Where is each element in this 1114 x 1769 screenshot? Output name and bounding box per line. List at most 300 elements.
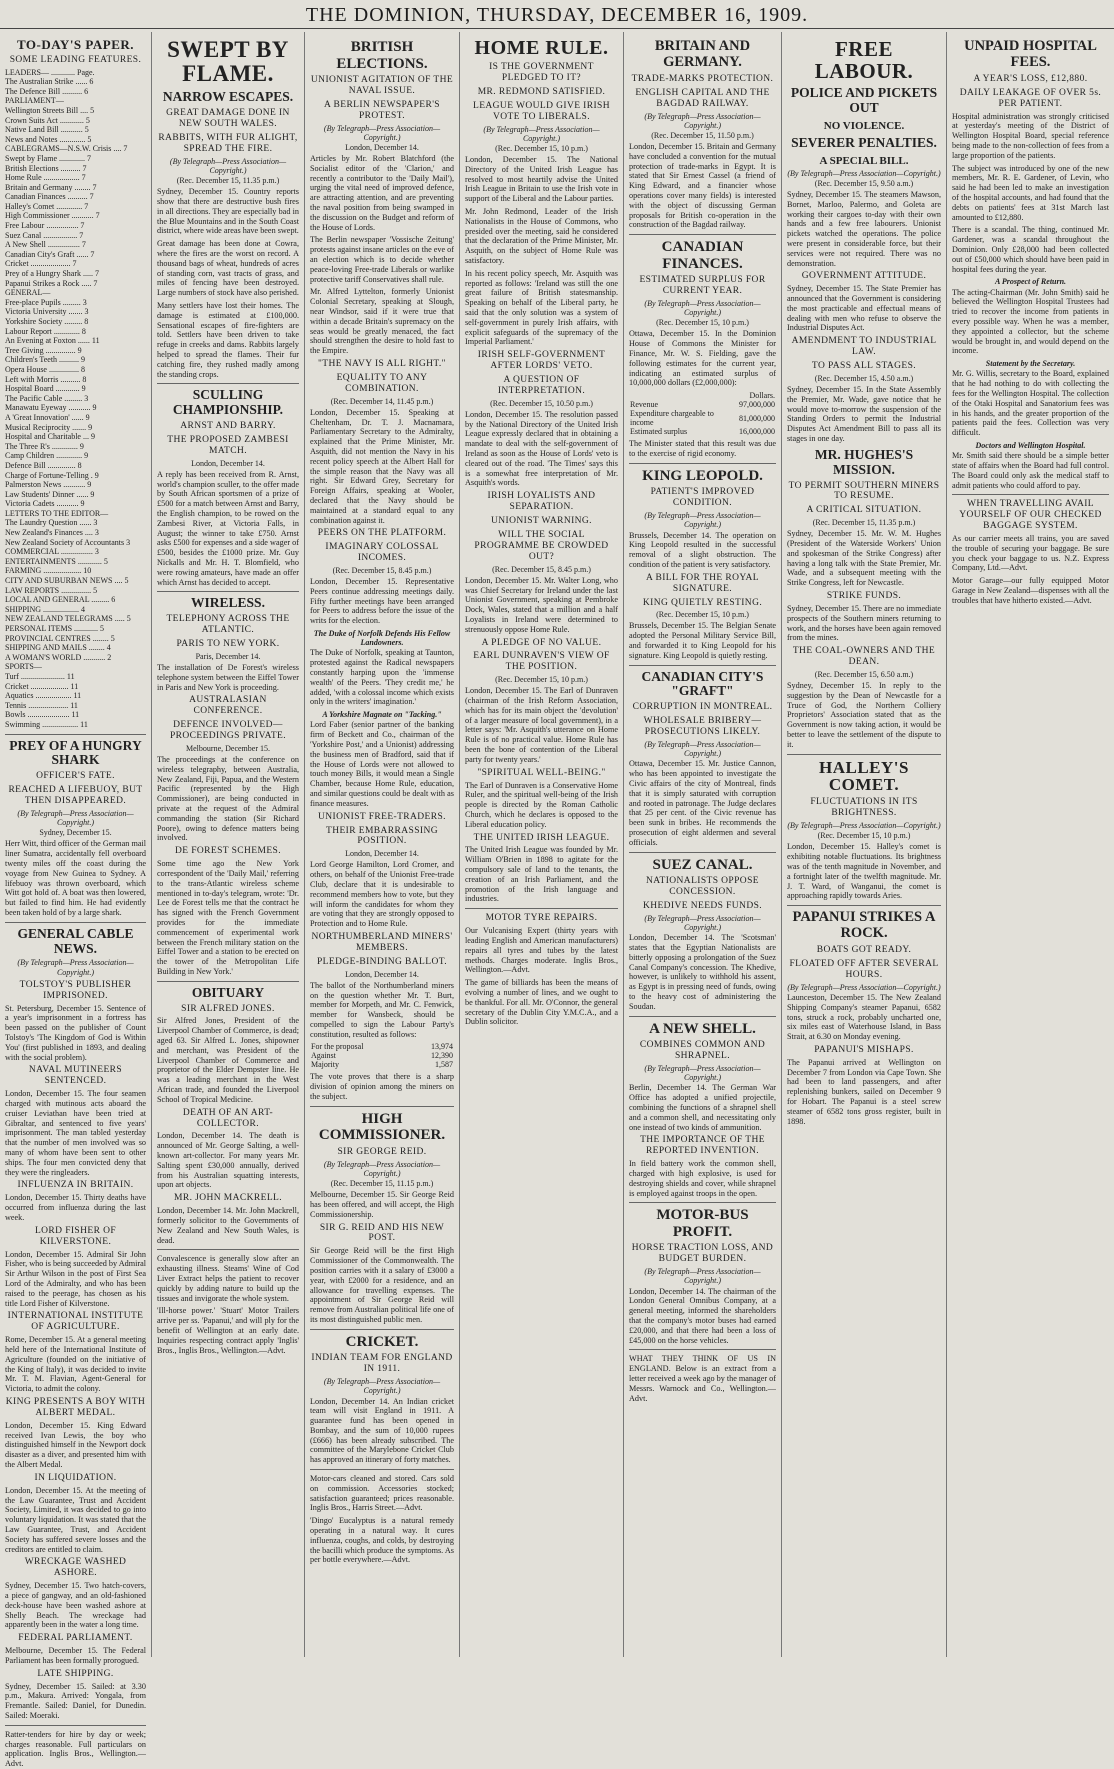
contents-item: LEADERS— ............ Page.	[5, 67, 95, 77]
contents-item: Hospital Board ............ 9	[5, 384, 86, 394]
obituary-headline: OBITUARY	[191, 984, 265, 1000]
advertisement: Motor-cars cleaned and stored. Cars sold on commission. Accessories stocked; satisfaction guaranteed; prices reasonable. Inglis Bros., Harris Street.—Advt.	[310, 1474, 454, 1513]
contents-item: The Pacific Cable ......... 3	[5, 393, 89, 403]
column-1	[0, 32, 152, 1769]
contents-item: LETTERS TO THE EDITOR—	[5, 508, 109, 518]
interpretation-dateline: (Rec. December 15, 10.50 p.m.)	[490, 398, 593, 408]
table-row	[310, 1042, 454, 1051]
royal-bill-story: Brussels, December 15. The Belgian Senate adopted the Personal Military Service Bill, and forwarded it to King Leopold for his signature. King Leopold is quietly resting.	[629, 621, 776, 660]
hughes-dateline: (Rec. December 15, 11.35 p.m.)	[812, 518, 916, 528]
contents-item: LOCAL AND GENERAL ......... 6	[5, 595, 116, 605]
wreckage-headline: WRECKAGE WASHED ASHORE.	[24, 1557, 127, 1579]
contents-item: Palmerston News ........... 9	[5, 480, 92, 490]
tacking-headline: A Yorkshire Magnate on "Tacking."	[322, 710, 442, 720]
table-row	[310, 1051, 454, 1060]
navy-subhead: EQUALITY TO ANY COMBINATION.	[336, 372, 428, 394]
graft-credit: (By Telegraph—Press Association—Copyright.)	[644, 740, 761, 759]
table-cell: Estimated surplus	[630, 427, 688, 437]
norfolk-headline: The Duke of Norfolk Defends His Fellow Landowners.	[313, 629, 451, 648]
elections-dateline: London, December 14.	[345, 143, 419, 153]
miners-headline: NORTHUMBERLAND MINERS' MEMBERS.	[311, 931, 453, 953]
papanui-story: Launceston, December 15. The New Zealand Shipping Company's steamer Papanui, 6582 tons, struck a rock, probably uncharted one, six miles east of Waterhouse Island, in Bass Strait, at 6.30 on Monday evening.	[787, 992, 941, 1042]
naval-story: London, December 15. The four seamen charged with mutinous acts aboard the cruiser Leviathan have been tried at Gibraltar, and sentenced to five years' imprisonment. The man tabled yesterday that the number of men involved was so many of whom have been sent to other ships. The four men convicted deny that they were the ringleaders.	[5, 1089, 146, 1177]
strike-funds-headline: STRIKE FUNDS.	[826, 591, 902, 602]
contents-item: Hospital and Charitable ... 9	[5, 432, 95, 442]
shell-headline: A NEW SHELL.	[649, 1020, 756, 1037]
contents-item: News and Notes ............. 5	[5, 134, 92, 144]
contents-item: The Three R's ............. 9	[5, 441, 84, 451]
contents-item: Swimming .................. 11	[5, 719, 88, 729]
influenza-headline: INFLUENZA IN BRITAIN.	[17, 1180, 134, 1191]
contents-item: Yorkshire Society ......... 8	[5, 317, 89, 326]
cricket-headline: CRICKET.	[345, 1333, 419, 1350]
fire-para-3: Many settlers have lost their homes. The damage is estimated at £100,000. Sensational escapes of fire-fighters are told. Settlers have been driven to take refuge in creeks and dams. Rabbits largely helped to spread the flames. Their fur catching fire, they rushed madly among the standing crops.	[157, 300, 299, 379]
free-labour-subhead-4: A SPECIAL BILL.	[819, 154, 909, 167]
miners-story: The ballot of the Northumberland miners on the question whether Mr. T. Burt, member for Morpeth, and Mr. C. Fenwick, member for Wansbeck, should be compelled to sign the Labour Party's constitution, resulted as follows:	[310, 980, 454, 1039]
fire-dateline: (Rec. December 15, 11.35 p.m.)	[176, 176, 280, 186]
free-labour-story: Sydney, December 15. The steamers Mawson, Bornet, Marloo, Palermo, and Goleta are working their cargoes to-day with their own hands and a few free labourers. Unionist pickets watched the operations. The police were present in considerable force, but their services were not required. There was no demonstration.	[787, 190, 941, 268]
obituary-subhead: SIR ALFRED JONES.	[181, 1003, 275, 1014]
finances-table	[629, 391, 776, 436]
table-cell: Revenue	[630, 400, 658, 410]
graft-headline: CANADIAN CITY'S "GRAFT"	[641, 668, 764, 699]
amendment-headline: AMENDMENT TO INDUSTRIAL LAW.	[791, 336, 937, 358]
elections-subhead-2: A BERLIN NEWSPAPER'S PROTEST.	[324, 99, 440, 121]
coal-owners-dateline: (Rec. December 15, 6.50 a.m.)	[814, 670, 914, 680]
wireless-story: The installation of De Forest's wireless telephone system between the Eiffel Tower in Paris and New York is proceeding.	[157, 662, 299, 692]
prospect-headline: A Prospect of Return.	[994, 277, 1067, 287]
contents-item: Victoria Cadets ........... 9	[5, 499, 85, 509]
royal-bill-dateline: (Rec. December 15, 10 p.m.)	[656, 610, 749, 620]
contents-item: Native Land Bill ........... 5	[5, 125, 89, 135]
contents-item: PARLIAMENT—	[5, 96, 64, 106]
free-labour-subhead-2: NO VIOLENCE.	[823, 119, 905, 132]
fisher-headline: LORD FISHER OF KILVERSTONE.	[34, 1225, 117, 1247]
contents-item: Suez Canal ................. 7	[5, 230, 84, 240]
contents-item: British Elections .......... 7	[5, 163, 87, 173]
peers-story: London, December 15. Representative Peers continue addressing meetings daily. Fifty further meetings have been arranged for Peers to address before the issue of the writs for the election.	[310, 577, 454, 626]
cricket-story: London, December 14. An Indian cricket team will visit England in 1911. A guarantee fund has been opened in Bombay, and the sum of 10,000 rupees (£666) has been already subscribed. The committee of the Marylebone Cricket Club has approved an itinerary of forty matches.	[310, 1396, 454, 1465]
navy-dateline: (Rec. December 14, 11.45 p.m.)	[330, 396, 434, 406]
table-row	[629, 409, 776, 427]
table-cell: 97,000,000	[739, 400, 775, 410]
contents-item: Free Labour ................ 7	[5, 221, 85, 231]
home-rule-subhead: IS THE GOVERNMENT PLEDGED TO IT?	[489, 62, 594, 83]
peers-subhead: IMAGINARY COLOSSAL INCOMES.	[325, 542, 439, 564]
contents-item: Manawatu Eyeway ........... 9	[5, 403, 97, 413]
pledge-headline: A PLEDGE OF NO VALUE.	[481, 637, 602, 648]
peers-dateline: (Rec. December 15, 8.45 p.m.)	[332, 566, 432, 576]
sculling-dateline: London, December 14.	[191, 458, 265, 468]
leading-features-label: SOME LEADING FEATURES.	[9, 54, 142, 65]
sculling-headline: SCULLING CHAMPIONSHIP.	[172, 387, 284, 418]
free-labour-dateline: (Rec. December 15, 9.50 a.m.)	[814, 179, 914, 188]
interpretation-headline: A QUESTION OF INTERPRETATION.	[497, 374, 586, 396]
amendment-story: Sydney, December 15. In the State Assembly the Premier, Mr. Wade, gave notice that he would move to-morrow the suspension of the Standing Orders to permit the Industrial Disputes Act Amendment Bill to pass all its stages in one day.	[787, 385, 941, 444]
baggage-headline: WHEN TRAVELLING AVAIL YOURSELF OF OUR CHECKED BAGGAGE SYSTEM.	[959, 499, 1102, 532]
leopold-headline: KING LEOPOLD.	[642, 467, 763, 484]
separation-subhead: UNIONIST WARNING.	[491, 516, 592, 527]
hughes-headline: MR. HUGHES'S MISSION.	[814, 446, 914, 477]
late-shipping-story: Sydney, December 15. Sailed: at 3.30 p.m., Makura. Arrived: Yongala, from Fremantle. Sailed: Daniel, for Dunedin. Sailed: Moeraki.	[5, 1681, 146, 1720]
papanui-subhead: BOATS GOT READY.	[816, 944, 912, 955]
social-programme-story: London, December 15. Mr. Walter Long, who was Chief Secretary for Ireland under the last Unionist Government, speaking at Pembroke Dock, Wales, stated that a million and a half Loyalists in Ireland were determined to strenuously oppose Home Rule.	[465, 575, 618, 634]
home-rule-headline: HOME RULE.	[474, 37, 609, 59]
contents-item: GENERAL—	[5, 288, 51, 298]
de-forest-headline: DE FOREST SCHEMES.	[174, 846, 281, 857]
contents-item: ENTERTAINMENTS ............ 5	[5, 556, 108, 566]
contents-item: Canadian City's Graft ...... 7	[5, 249, 95, 259]
free-traders-dateline: London, December 14.	[345, 849, 419, 859]
strike-funds-story: Sydney, December 15. There are no immediate prospects of the Southern miners returning to work, and the horses have been again removed from the mines.	[787, 603, 941, 643]
britain-germany-subhead: TRADE-MARKS PROTECTION.	[631, 73, 774, 84]
elections-headline: BRITISH ELECTIONS.	[336, 39, 428, 72]
royal-bill-headline: A BILL FOR THE ROYAL SIGNATURE.	[645, 572, 760, 594]
shell-credit: (By Telegraph—Press Association—Copyright.)	[644, 1064, 761, 1083]
masthead-title: THE DOMINION, THURSDAY, DECEMBER 16, 1909.	[305, 4, 809, 26]
britain-germany-headline: BRITAIN AND GERMANY.	[654, 38, 751, 70]
advertisement: WHAT THEY THINK OF US IN ENGLAND. Below is an extract from a letter received a week ago by the manager of Messrs. Warnock and Co., Wellington.—Advt.	[629, 1354, 776, 1403]
contents-item: A WOMAN'S WORLD ........... 2	[5, 652, 112, 662]
sculling-story: A reply has been received from R. Arnst, world's champion sculler, to the offer made by South African sportsmen of a prize of £500 for a match between Arnst and Barry, the English champion, to be rowed on the Zambesi River, at Victoria Falls, in August; the winner to take £750. Arnst asks £500 for expenses and a side wager of £500, besides the £1000 prize. Mr. Guy Nickalls and Mr. H. T. Blomfield, who were rowing amateurs, have made an offer which Arnst has decided to accept.	[157, 469, 299, 587]
leopold-story: Brussels, December 14. The operation on King Leopold resulted in the successful removal of a slight obstruction. The condition of the patient is very satisfactory.	[629, 530, 776, 569]
fire-credit: (By Telegraph—Press Association—Copyright.)	[169, 156, 287, 175]
finances-credit: (By Telegraph—Press Association—Copyright.)	[644, 299, 761, 318]
advertisement: The game of billiards has been the means of evolving a number of lines, and we ought to be thankful. For all. Mr. O'Connor, the general secretary of the Dublin City Y.M.C.A., and a Dublin solicitor.	[465, 978, 618, 1027]
free-labour-credit: (By Telegraph—Press Association—Copyright.)	[787, 168, 941, 178]
dunraven-story: London, December 15. The Earl of Dunraven (chairman of the Irish Reform Association, which has for its main object the 'devolution' of a larger measure of local government), in a letter says: 'Mr. Asquith's utterance on Home Rule is of no practical value. Home Rule has been the bone of contention of the Liberal party for twenty years.'	[465, 686, 618, 764]
government-story: Sydney, December 15. The State Premier has announced that the Government is considering the most practicable and effectual means of dealing with men who refuse to observe the Industrial Disputes Act.	[787, 284, 941, 333]
royal-bill-subhead: KING QUIETLY RESTING.	[642, 597, 763, 608]
obituary-story: Sir Alfred Jones, President of the Liverpool Chamber of Commerce, is dead; aged 63. Sir Alfred L. Jones, shipowner and merchant, was President of the Liverpool Chamber of Commerce and proprietor of the Elder Dempster line. He was a leading merchant in the West African trade, and founded the Liverpool School of Tropical Medicine.	[157, 1016, 299, 1104]
table-cell: 16,000,000	[739, 427, 775, 437]
halley-dateline: (Rec. December 15, 10 p.m.)	[817, 831, 911, 841]
finances-headline: CANADIAN FINANCES.	[661, 239, 744, 272]
contents-item: Musical Reciprocity ....... 9	[5, 422, 93, 432]
shark-credit: (By Telegraph—Press Association—Copyright.)	[17, 808, 134, 828]
naval-headline: NAVAL MUTINEERS SENTENCED.	[28, 1065, 123, 1087]
wireless-dateline: Paris, December 14.	[195, 651, 261, 661]
prospect-story: The acting-Chairman (Mr. John Smith) said he believed the Wellington Hospital Trustees had tried to recover the income from patients in every possible way. When he was a member, they appointed a collector, but the scheme would be brought in, and would depend on the income.	[952, 287, 1109, 356]
table-cell: Expenditure chargeable to income	[630, 409, 714, 428]
suez-story: London, December 14. The 'Scotsman' states that the Egyptian Nationalists are bitterly opposing a prolongation of the Suez Canal Company's concession. The Khedive, however, is unlikely to withhold his assent, as Egypt is in pressing need of funds, owing to the heavy cost of administering the Soudan.	[629, 933, 776, 1011]
motor-bus-subhead: HORSE TRACTION LOSS, AND BUDGET BURDEN.	[631, 1243, 774, 1265]
government-headline: GOVERNMENT ATTITUDE.	[801, 271, 927, 282]
elections-para-2: The Berlin newspaper 'Vossische Zeitung' protests against insane articles on the eve of an election which is to decide whether peace-loving Free-trade Liberals or warlike protective tariff Conservatives shall rule.	[310, 235, 454, 284]
tolstoy-headline: TOLSTOY'S PUBLISHER IMPRISONED.	[19, 979, 132, 1001]
elections-credit: (By Telegraph—Press Association—Copyright.)	[323, 123, 441, 142]
home-rule-para-3: In his recent policy speech, Mr. Asquith was reported as follows: 'Ireland was still the one great failure of British statesmanship. Speaking on behalf of the Liberal party, he said that the only solution was a system of self-government in purely Irish affairs, with explicit safeguards of the supremacy of the Imperial Parliament.'	[465, 268, 618, 347]
masthead	[0, 0, 1114, 29]
contents-item: Wellington Streets Bill .... 5	[5, 105, 95, 115]
mackrell-headline: MR. JOHN MACKRELL.	[173, 1193, 282, 1204]
self-government-headline: IRISH SELF-GOVERNMENT AFTER LORDS' VETO.	[477, 350, 606, 372]
column-4	[460, 32, 624, 1657]
commissioner-dateline: (Rec. December 15, 11.15 p.m.)	[330, 1179, 434, 1189]
fire-subhead-3: RABBITS, WITH FUR ALIGHT, SPREAD THE FIRE.	[158, 132, 298, 154]
table-cell: 12,390	[431, 1051, 453, 1061]
graft-subhead-2: WHOLESALE BRIBERY—PROSECUTIONS LIKELY.	[643, 716, 762, 738]
column-2	[152, 32, 305, 1657]
finances-subhead: ESTIMATED SURPLUS FOR CURRENT YEAR.	[639, 275, 766, 297]
amendment-dateline: (Rec. December 15, 4.50 a.m.)	[814, 374, 914, 384]
contents-item: SHIPPING .................. 4	[5, 604, 86, 614]
agriculture-headline: INTERNATIONAL INSTITUTE OF AGRICULTURE.	[7, 1311, 144, 1333]
reid-story: Sir George Reid will be the first High Commissioner of the Commonwealth. The position carries with it a salary of £3000 a year, with £2000 for a residence, and an allowance for travelling expenses. The appointment of Sir George Reid will remove from Australian political life one of its most distinguished public men.	[310, 1246, 454, 1324]
coal-owners-headline: THE COAL-OWNERS AND THE DEAN.	[792, 646, 936, 668]
baggage-advert: As our carrier meets all trains, you are saved the trouble of securing your baggage. Be sure you check your baggage to us. N.Z. Express Company, Ltd.—Advt.	[952, 534, 1109, 573]
contents-item: COMMERCIAL ................ 3	[5, 547, 99, 557]
halley-story: London, December 15. Halley's comet is exhibiting notable fluctuations. Its brightness was of the tenth magnitude in November, and a fortnight later of the twelfth magnitude. Mr. J. T. Ward, of Wanganui, the comet is approaching rapidly towards Aries.	[787, 842, 941, 901]
albert-medal-headline: KING PRESENTS A BOY WITH ALBERT MEDAL.	[5, 1397, 146, 1418]
dunraven-headline: EARL DUNRAVEN'S VIEW OF THE POSITION.	[473, 651, 610, 673]
contents-item: Aquatics .................. 11	[5, 691, 82, 701]
shell-subhead: COMBINES COMMON AND SHRAPNEL.	[639, 1040, 766, 1062]
social-programme-headline: WILL THE SOCIAL PROGRAMME BE CROWDED OUT?	[474, 529, 609, 562]
table-row	[629, 391, 776, 400]
doctors-story: Mr. Smith said there should be a simple better state of affairs when the Board had full control. The Board could only ask the medical staff to admit patients who could afford to pay.	[952, 451, 1109, 490]
albert-medal-story: London, December 15. King Edward received Ivan Lewis, the boy who distinguished himself in the Newport dock disaster as a diver, and presented him with the Albert Medal.	[5, 1420, 146, 1470]
leopold-subhead: PATIENT'S IMPROVED CONDITION.	[650, 487, 755, 509]
league-story: The United Irish League was founded by Mr. William O'Brien in 1898 to agitate for the compulsory sale of land to the tenants, the creation of an Irish Parliament, and the promotion of the Irish language and industries.	[465, 845, 618, 904]
commissioner-story: Melbourne, December 15. Sir George Reid has been offered, and will accept, the High Commissionership.	[310, 1190, 454, 1219]
contents-item: PERSONAL ITEMS ............ 5	[5, 624, 105, 633]
peers-headline: PEERS ON THE PLATFORM.	[317, 528, 447, 539]
column-3	[305, 32, 460, 1657]
reid-headline: SIR G. REID AND HIS NEW POST.	[319, 1222, 445, 1244]
interpretation-story: London, December 15. The resolution passed by the National Directory of the United Irish League expressly declared that in obtaining a mandate to deal with the self-government of Ireland as soon as the House of Lords' veto is cleared out of the road. 'The Times' says this is a somewhat free interpretation of Mr. Asquith's words.	[465, 409, 618, 488]
elections-para-1: Articles by Mr. Robert Blatchford (the Socialist editor of the 'Clarion,' and recently a contributor to the 'Daily Mail'), urging the vital need of improved defence, are attracting attention, and are preventing the naval position from being swamped in the discussion on the Budget and reform of the House of Lords.	[310, 154, 454, 232]
hughes-subhead-2: A CRITICAL SITUATION.	[806, 505, 922, 516]
contents-item: Papanui Strikes a Rock ..... 7	[5, 278, 98, 288]
britain-germany-story: London, December 15. Britain and Germany have concluded a convention for the mutual protection of trade-marks in Egypt. It is stated that Sir Ernest Cassel (a friend of King Edward, and a financier whose operations cover many fields) is interested with the object of discussing German proposals for British co-operation in the construction of the Bagdad railway.	[629, 142, 776, 230]
contents-item: Halley's Comet ............. 7	[5, 201, 89, 211]
liquidation-story: London, December 15. At the meeting of the Law Guarantee, Trust and Accident Society, Limited, it was decided to go into voluntary liquidation. It was stated that the Law Guarantee, Trust, and Accident Society has suffered severe losses and the creditors are entitled to claim.	[5, 1485, 146, 1554]
advertisement: 'Ill-horse power.' 'Stuart' Motor Trailers arrive per ss. 'Papanui,' and will ply for the benefit of Wellington at an early date. Inquiries respecting contract apply 'Inglis' Bros., Inglis Bros., Wellington.—Advt.	[157, 1306, 299, 1355]
elections-para-3: Mr. Alfred Lyttelton, formerly Unionist Colonial Secretary, speaking at Slough, near Windsor, said if it were true that within a decade Britain's supremacy on the seas would be greatly menaced, the fact should strengthen the desire to hold fast to the Empire.	[310, 287, 454, 356]
tacking-story: Lord Faber (senior partner of the banking firm of Beckett and Co., chairman of the 'Yorkshire Post,' and a Unionist) addressing the business men of Bradford, said that if the House of Lords were not allowed to touch money Bills, it would mean a Single Chamber, because Home Rule, education, and similar questions could be dealt with as finance measures.	[310, 720, 454, 808]
cricket-subhead: INDIAN TEAM FOR ENGLAND IN 1911.	[311, 1353, 453, 1375]
contents-item: A 'Great Innovation' ...... 9	[5, 412, 90, 422]
dunraven-dateline: (Rec. December 15, 10 p.m.)	[495, 675, 588, 685]
shark-headline: PREY OF A HUNGRY SHARK	[9, 737, 142, 768]
wreckage-story: Sydney, December 15. Two hatch-covers, a piece of gangway, and an old-fashioned deck-house have been washed ashore at Shelly Beach. The wreckage had apparently been in the water a long time.	[5, 1581, 146, 1630]
hospital-para-1: Hospital administration was strongly criticised at yesterday's meeting of the District of Wellington Hospital Board, special reference being made to the non-collection of fees from a large proportion of the patients.	[952, 111, 1109, 160]
shark-subhead-2: REACHED A LIFEBUOY, BUT THEN DISAPPEARED.	[8, 785, 143, 807]
fire-para-2: Great damage has been done at Cowra, where the fires are the worst on record. A thousand bags of wheat, hundreds of acres of standing corn, vast tracts of grass, and miles of fencing have been destroyed. Large numbers of stock have also perished.	[157, 239, 299, 298]
table-row	[629, 427, 776, 436]
gcn-credit: (By Telegraph—Press Association—Copyright.)	[17, 958, 134, 977]
suez-subhead-2: KHEDIVE NEEDS FUNDS.	[642, 900, 763, 911]
contents-list	[5, 68, 146, 730]
wireless-headline: WIRELESS.	[191, 595, 265, 611]
navy-headline: "THE NAVY IS ALL RIGHT."	[318, 359, 446, 369]
spiritual-headline: "SPIRITUAL WELL-BEING."	[477, 767, 606, 778]
contents-item: Children's Teeth .......... 9	[5, 355, 86, 365]
contents-item: Bowls ..................... 11	[5, 710, 80, 720]
table-cell: 1,587	[435, 1060, 453, 1070]
contents-item: Swept by Flame ............. 7	[5, 153, 91, 163]
britain-germany-dateline: (Rec. December 15, 11.50 p.m.)	[651, 131, 754, 141]
free-labour-subhead: POLICE AND PICKETS OUT	[790, 85, 938, 115]
motor-bus-story: London, December 14. The chairman of the London General Omnibus Company, at a general meeting, informed the shareholders that the company's motor buses had earned £20,000, and that there had been a loss of £45,000 on the horse vehicles.	[629, 1286, 776, 1345]
amendment-subhead: TO PASS ALL STAGES.	[811, 361, 917, 372]
federal-headline: FEDERAL PARLIAMENT.	[18, 1633, 133, 1644]
conference-dateline: Melbourne, December 15.	[186, 744, 270, 754]
fisher-story: London, December 15. Admiral Sir John Fisher, who is being succeeded by Admiral Sir Arthur Wilson in the post of First Sea Lord of the Admiralty, and who has been raised to the peerage, has chosen as his title Lord Fisher of Kilverstone.	[5, 1249, 146, 1308]
contents-item: Camp Children ............. 9	[5, 451, 89, 461]
britain-germany-subhead-2: ENGLISH CAPITAL AND THE BAGDAD RAILWAY.	[635, 87, 770, 109]
table-cell: For the proposal	[311, 1042, 364, 1052]
mackrell-story: London, December 14. Mr. John Mackrell, formerly solicitor to the Governments of New Zealand and New South Wales, is dead.	[157, 1206, 299, 1245]
home-rule-subhead-3: LEAGUE WOULD GIVE IRISH VOTE TO LIBERALS.	[473, 100, 610, 122]
contents-item: Charge of Fortune-Telling . 9	[5, 470, 99, 480]
wireless-subhead-2: PARIS TO NEW YORK.	[176, 639, 280, 650]
contents-item: SPORTS—	[5, 662, 42, 672]
home-rule-para-1: London, December 15. The National Directory of the United Irish League has resolved to most heartily advise the United Irish League in Britain to use the Irish vote in support of the Liberal and the Labour parties.	[465, 154, 618, 204]
britain-germany-credit: (By Telegraph—Press Association—Copyright.)	[644, 111, 761, 130]
influenza-story: London, December 15. Thirty deaths have occurred from influenza during the last week.	[5, 1193, 146, 1222]
contents-item: High Commissioner ........... 7	[5, 211, 100, 221]
separation-headline: IRISH LOYALISTS AND SEPARATION.	[487, 491, 596, 513]
contents-item: CITY AND SUBURBAN NEWS .... 5	[5, 576, 129, 586]
hospital-fees-subhead-2: DAILY LEAKAGE OF OVER 5s. PER PATIENT.	[959, 87, 1102, 109]
suez-subhead: NATIONALISTS OPPOSE CONCESSION.	[646, 876, 759, 898]
fire-subhead: NARROW ESCAPES.	[162, 89, 294, 105]
shark-subhead: OFFICER'S FATE.	[36, 771, 115, 782]
advertisement: Motor Garage—our fully equipped Motor Garage in New Zealand—dispenses with all the troubles that have hitherto existed.—Advt.	[952, 576, 1109, 605]
ballot-table	[310, 1042, 454, 1069]
finances-comment: The Minister stated that this result was due to the exercise of rigid economy.	[629, 439, 776, 458]
home-rule-subhead-2: MR. REDMOND SATISFIED.	[477, 86, 606, 97]
column-layout	[0, 32, 1114, 1769]
column-6	[782, 32, 947, 1657]
home-rule-dateline: (Rec. December 15, 10 p.m.)	[495, 143, 588, 153]
hughes-subhead: TO PERMIT SOUTHERN MINERS TO RESUME.	[788, 480, 940, 502]
hospital-fees-subhead: A YEAR'S LOSS, £12,880.	[973, 73, 1088, 84]
contents-item: Tennis .................... 11	[5, 700, 78, 710]
halley-credit: (By Telegraph—Press Association—Copyright.)	[787, 821, 941, 831]
social-programme-dateline: (Rec. December 15, 8.45 p.m.)	[492, 564, 591, 574]
norfolk-story: The Duke of Norfolk, speaking at Taunton, protested against the Radical newspapers constantly harping upon the 'immense wealth' of the Peers. 'They credit me,' he added, 'with a colossal income which exists only in the writers' imagination.'	[310, 648, 454, 707]
shark-story: Herr Witt, third officer of the German mail liner Sumatra, accidentally fell overboard twenty miles off the coast during the voyage from New Guinea to Sydney. A lifebuoy was thrown overboard, which Witt got hold of. A boat was then lowered, but failed to find him. He had evidently been taken hold of by a large shark.	[5, 839, 146, 917]
contents-item: Free-place Pupils ......... 3	[5, 297, 87, 307]
graft-subhead: CORRUPTION IN MONTREAL.	[632, 702, 773, 713]
fire-para-1: Sydney, December 15. Country reports show that there are destructive bush fires in all directions. They are especially bad in the Blue Mountains and in the South Coast district, where wide areas have been swept.	[157, 187, 299, 236]
coal-owners-story: Sydney, December 15. In reply to the suggestion by the Dean of Newcastle for a Truce of God, the Northern Colliery Proprietors' Association stated that as the Government is now taking action, it would be better to leave the settlement of the dispute to it.	[787, 681, 941, 749]
contents-item: The Defence Bill .......... 6	[5, 86, 89, 96]
contents-item: The Australian Strike ...... 6	[5, 77, 94, 87]
contents-item: SHIPPING AND MAILS ........ 4	[5, 643, 111, 653]
advertisement: Ratter-tenders for hire by day or week; charges reasonable. Full particulars on application. Inglis Bros., Wellington.—Advt.	[5, 1729, 146, 1769]
todays-paper-title: TO-DAY'S PAPER.	[16, 37, 135, 52]
liquidation-headline: IN LIQUIDATION.	[34, 1472, 117, 1483]
federal-story: Melbourne, December 15. The Federal Parliament has been formally prorogued.	[5, 1646, 146, 1665]
spiritual-story: The Earl of Dunraven is a Conservative Home Ruler, and the spiritual well-being of the Irish people is directed by the Roman Catholic Church, which he declares is opposed to the Liberal education policy.	[465, 780, 618, 829]
secretary-headline: Statement by the Secretary.	[985, 359, 1076, 369]
de-forest-story: Some time ago the New York correspondent of the 'Daily Mail,' referring to the trans-Atlantic wireless scheme mentioned in to-day's telegram, wrote: 'Dr. Lee de Forest tells me that the contract he has signed with the French Government provides for the immediate commencement of experimental work between the French military station on the Eiffel Tower and a station to be erected on the tower of the Metropolitan Life Building in New York.'	[157, 859, 299, 976]
miners-subhead: PLEDGE-BINDING BALLOT.	[317, 956, 447, 967]
art-collector-headline: DEATH OF AN ART-COLLECTOR.	[182, 1107, 274, 1129]
advertisement: 'Dingo' Eucalyptus is a natural remedy operating in a natural way. It cures influenza, coughs, and colds, by destroying the bacilli which produce the symptoms. As per bottle everywhere.—Advt.	[310, 1516, 454, 1565]
elections-subhead: UNIONIST AGITATION OF THE NAVAL ISSUE.	[310, 75, 454, 96]
home-rule-para-2: Mr. John Redmond, Leader of the Irish Nationalists in the House of Commons, who presided over the meeting, said he considered that the declaration of the Prime Minister, Mr. Asquith, on the subject of Home Rule was satisfactory.	[465, 206, 618, 265]
column-7	[947, 32, 1114, 1657]
contents-item: Cricket ................... 11	[5, 681, 79, 691]
contents-item: Defence Bill .............. 8	[5, 460, 82, 470]
papanui-headline: PAPANUI STRIKES A ROCK.	[792, 909, 936, 942]
hughes-story: Sydney, December 15. Mr. W. M. Hughes (President of the Waterside Workers' Union and spokesman of the Strike Congress) after having a long talk with the State Premier, Mr. Wade, and a subsequent meeting with the Strike Congress, left for Newcastle.	[787, 529, 941, 588]
cricket-credit: (By Telegraph—Press Association—Copyright.)	[323, 1377, 441, 1396]
contents-item: Labour Report ............. 8	[5, 326, 86, 336]
contents-item: New Zealand Society of Accountants 3	[5, 537, 131, 547]
fire-headline: SWEPT BY FLAME.	[167, 37, 289, 87]
free-labour-subhead-3: SEVERER PENALTIES.	[791, 134, 937, 150]
table-row	[310, 1060, 454, 1069]
navy-story: London, December 15. Speaking at Cheltenham, Dr. T. J. Macnamara, Parliamentary Secretary to the Admiralty, explained that the Prime Minister, Mr. Asquith, did not mention the Navy in his recent policy speech at the Albert Hall for the simple reason that the Navy was all right. Sir Edward Grey, Secretary for Foreign Affairs, speaking at Wooler, declared that the Navy should be maintained at a standard equal to any combination against it.	[310, 407, 454, 525]
secretary-story: Mr. G. Willis, secretary to the Board, explained that he had nothing to do with collecting the fees for the Wellington Hospital. The collection of the Otaki Hospital and Sanatorium fees was in his hands, and the greater proportion of the patients paid the fees. Collection was very difficult.	[952, 369, 1109, 438]
papanui-mishaps-headline: PAPANUI'S MISHAPS.	[814, 1044, 914, 1055]
contents-item: Victoria University ....... 3	[5, 307, 89, 317]
contents-item: Canadian Finances .......... 7	[5, 192, 94, 202]
invention-headline: THE IMPORTANCE OF THE REPORTED INVENTION.	[640, 1135, 765, 1157]
table-cell: 13,974	[431, 1042, 453, 1052]
column-5	[624, 32, 782, 1657]
free-traders-story: Lord George Hamilton, Lord Cromer, and others, on behalf of the Unionist Free-trade Club, declare that it is undesirable to recommend members how to vote, but they will inform the candidates for whom they are voting that they are strongly opposed to Protection and to Home Rule.	[310, 860, 454, 929]
conference-subhead: DEFENCE INVOLVED—PROCEEDINGS PRIVATE.	[169, 720, 287, 742]
commissioner-subhead: SIR GEORGE REID.	[337, 1146, 427, 1157]
invention-story: In field battery work the common shell, charged with high explosive, is used for destroying shields and cover, while shrapnel is employed against troops in the open.	[629, 1159, 776, 1198]
suez-credit: (By Telegraph—Press Association—Copyright.)	[644, 913, 761, 933]
free-traders-headline: UNIONIST FREE-TRADERS.	[318, 811, 446, 822]
ballot-comment: The vote proves that there is a sharp division of opinion among the miners on the subject.	[310, 1072, 454, 1102]
contents-item: Tree Giving ............... 9	[5, 345, 82, 355]
contents-item: LAW REPORTS ............... 5	[5, 585, 98, 595]
gcn-headline: GENERAL CABLE NEWS.	[17, 925, 134, 956]
motor-bus-credit: (By Telegraph—Press Association—Copyright.)	[644, 1267, 761, 1286]
miners-dateline: London, December 14.	[345, 969, 419, 979]
papanui-credit: (By Telegraph—Press Association—Copyright.)	[787, 982, 941, 992]
motor-bus-headline: MOTOR-BUS PROFIT.	[656, 1207, 749, 1240]
table-cell: 81,000,000	[739, 413, 775, 423]
advertisement: Convalescence is generally slow after an exhausting illness. Steams' Wine of Cod Liver Extract helps the patient to recover quickly by adding nature to build up the tissues and invigorate the whole system.	[157, 1254, 299, 1303]
sculling-subhead: ARNST AND BARRY.	[180, 421, 276, 432]
papanui-mishaps-story: The Papanui arrived at Wellington on December 7 from London via Cape Town. She had been to land passengers, and after replenishing bunkers, sailed on December 9 for Hobart. The Papanui is a steel screw steamer of 6582 tons gross register, built in 1898.	[787, 1057, 941, 1126]
finances-dateline: (Rec. December 15, 10 p.m.)	[656, 318, 749, 328]
contents-item: Opera House ............... 8	[5, 364, 85, 374]
contents-item: NEW ZEALAND TELEGRAMS ..... 5	[5, 614, 131, 624]
contents-item: Crown Suits Act ............ 5	[5, 115, 90, 125]
suez-headline: SUEZ CANAL.	[652, 856, 753, 873]
late-shipping-headline: LATE SHIPPING.	[37, 1668, 114, 1679]
table-cell: Majority	[311, 1060, 339, 1070]
tyre-headline: MOTOR TYRE REPAIRS.	[485, 913, 598, 924]
halley-subhead: FLUCTUATIONS IN ITS BRIGHTNESS.	[810, 797, 918, 819]
finances-story: Ottawa, December 15. In the Dominion House of Commons the Minister for Finance, Mr. W. S. Fielding, gave the following estimates for the current year, indicating an estimated surplus of 10,000,000 dollars (£2,000,000):	[629, 329, 776, 388]
contents-item: Home Rule .................. 7	[5, 173, 86, 183]
halley-headline: HALLEY'S COMET.	[819, 757, 909, 795]
home-rule-credit: (By Telegraph—Press Association—Copyright.)	[483, 124, 600, 143]
table-row	[629, 400, 776, 409]
agriculture-story: Rome, December 15. At a general meeting held here of the International Institute of Agriculture (founded on the initiative of the King of Italy), it was decided to invite Mr. T. M. Flavian, Agent-General for Victoria, to admit the colony.	[5, 1335, 146, 1394]
commissioner-credit: (By Telegraph—Press Association—Copyright.)	[323, 1159, 441, 1178]
league-headline: THE UNITED IRISH LEAGUE.	[473, 832, 610, 843]
contents-item: Left with Morris .......... 8	[5, 374, 87, 384]
contents-item: Turf ...................... 11	[5, 671, 75, 681]
graft-story: Ottawa, December 15. Mr. Justice Cannon, who has been appointed to investigate the Civic affairs of the city of Montreal, finds that it is simply saturated with corruption and rooted in patronage. The Judge declares that 25 per cent. of the Civic revenue has been sunk in bribes. He recommends the prosecution of eight aldermen and several officials.	[629, 759, 776, 847]
contents-item: A New Shell ................ 7	[5, 240, 86, 250]
contents-item: FARMING ................... 10	[5, 566, 92, 576]
